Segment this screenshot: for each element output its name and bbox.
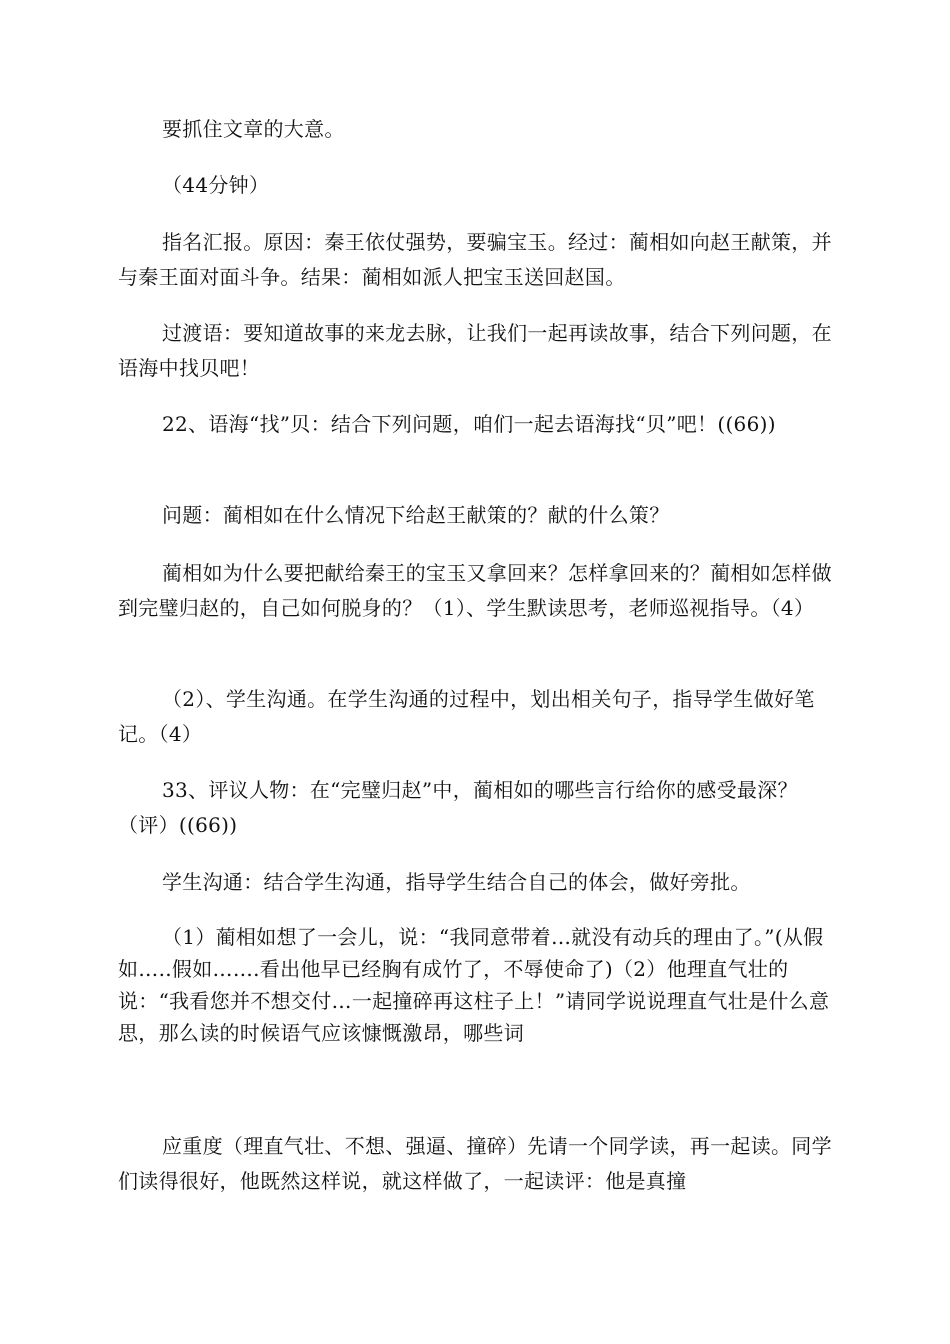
paragraph-step-22: 22、语海“找”贝：结合下列问题，咱们一起去语海找“贝”吧！((66)) bbox=[162, 412, 776, 436]
paragraph-step-33: 33、评议人物：在“完璧归赵”中，蔺相如的哪些言行给你的感受最深？（评）((66)) bbox=[118, 778, 798, 837]
paragraph-main-idea: 要抓住文章的大意。 bbox=[162, 117, 345, 141]
paragraph-student-comments: 学生沟通：结合学生沟通，指导学生结合自己的体会，做好旁批。 bbox=[162, 870, 751, 894]
paragraph-report: 指名汇报。原因：秦王依仗强势，要骗宝玉。经过：蔺相如向赵王献策，并与秦王面对面斗争。结果：蔺相如派人把宝玉送回赵国。 bbox=[118, 230, 832, 289]
paragraph-time-note: （44分钟） bbox=[162, 173, 270, 197]
paragraph-questions-detail: 蔺相如为什么要把献给秦王的宝玉又拿回来？怎样拿回来的？蔺相如怎样做到完璧归赵的，自己如何脱身的？（1）、学生默读思考，老师巡视指导。（4） bbox=[118, 561, 832, 620]
paragraph-question: 问题：蔺相如在什么情况下给赵王献策的？献的什么策？ bbox=[162, 503, 670, 527]
paragraph-quotes: （1）蔺相如想了一会儿，说：“我同意带着…就没有动兵的理由了。”(从假如…..假如…….看出他早已经胸有成竹了，不辱使命了)（2）他理直气壮的说：“我看您并不想交付…一起撞碎再这柱子上！”请同学说说理直气壮是什么意思，那么读的时候语气应该慷慨激昂，哪些词 bbox=[118, 925, 830, 1045]
paragraph-student-exchange: （2）、学生沟通。在学生沟通的过程中，划出相关句子，指导学生做好笔记。（4） bbox=[118, 687, 815, 746]
paragraph-transition: 过渡语：要知道故事的来龙去脉，让我们一起再读故事，结合下列问题，在语海中找贝吧！ bbox=[118, 321, 832, 380]
paragraph-emphasis: 应重度（理直气壮、不想、强逼、撞碎）先请一个同学读，再一起读。同学们读得很好，他既然这样说，就这样做了，一起读评：他是真撞 bbox=[118, 1134, 832, 1193]
